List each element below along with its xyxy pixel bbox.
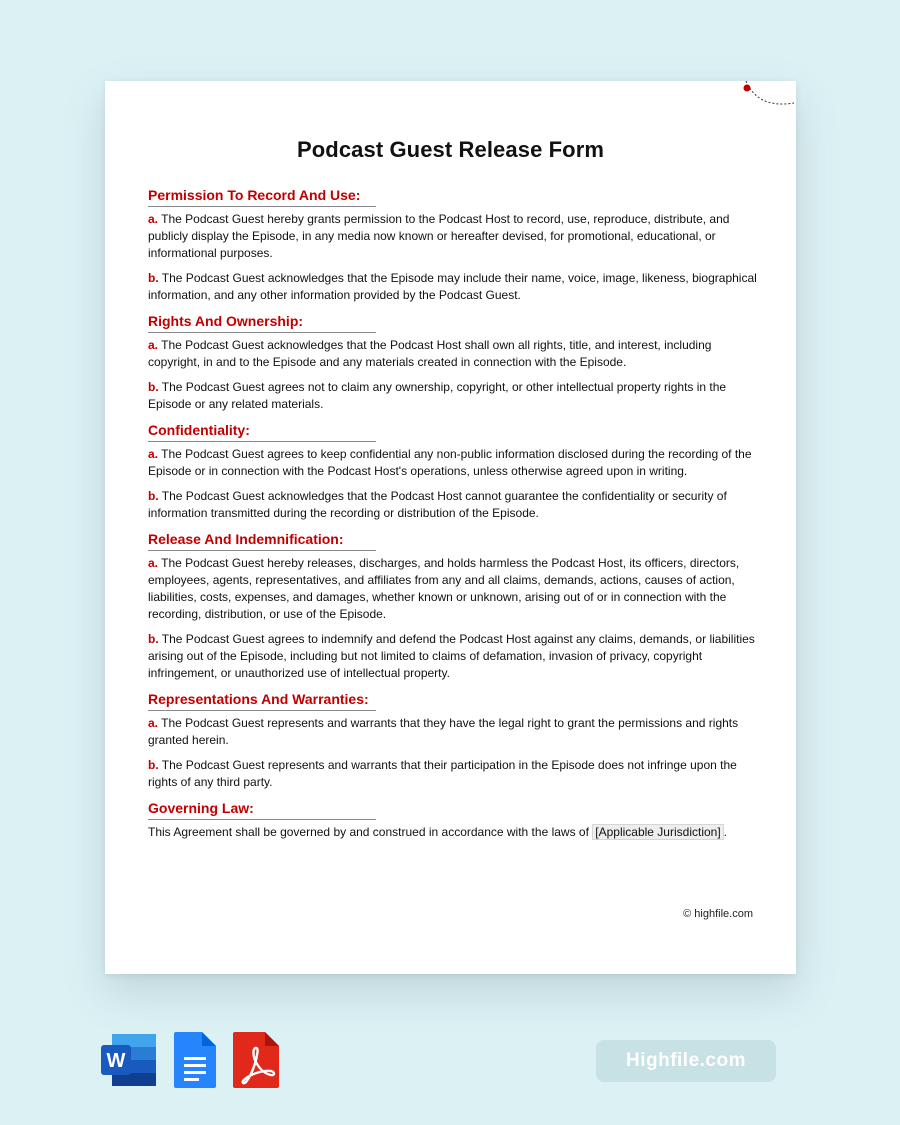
brand-watermark[interactable]: Highfile.com [596, 1040, 776, 1082]
clause-marker: a. [148, 716, 159, 730]
document-section [148, 531, 758, 682]
jurisdiction-placeholder[interactable]: [Applicable Jurisdiction] [592, 824, 723, 840]
clause-text: The Podcast Guest acknowledges that the Podcast Host shall own all rights, title, and interest, including copyright, in and to the Episode and any materials created in connection with the Episode. [148, 338, 712, 369]
clause-text: The Podcast Guest agrees to keep confidential any non-public information disclosed during the recording of the Episode or in connection with the Podcast Host's operations, unless otherwise agreed upon in writing. [148, 447, 752, 478]
clause-text: The Podcast Guest acknowledges that the Episode may include their name, voice, image, likeness, biographical information, and any other information provided by the Podcast Guest. [148, 271, 757, 302]
clause-paragraph [148, 555, 758, 623]
clause-text: The Podcast Guest represents and warrants that they have the legal right to grant the permissions and rights granted herein. [148, 716, 739, 747]
governing-law-text-after: . [723, 825, 728, 839]
document-content [148, 187, 758, 850]
clause-paragraph [148, 715, 758, 749]
section-heading: Confidentiality: [148, 422, 376, 442]
document-section [148, 691, 758, 791]
clause-paragraph [148, 337, 758, 371]
clause-marker: a. [148, 212, 159, 226]
copyright-notice: © highfile.com [683, 908, 753, 920]
clause-paragraph [148, 379, 758, 413]
pdf-icon[interactable] [231, 1030, 281, 1090]
clause-marker: a. [148, 556, 159, 570]
section-heading: Governing Law: [148, 800, 376, 820]
document-section [148, 187, 758, 304]
clause-marker: b. [148, 632, 159, 646]
document-section [148, 422, 758, 522]
section-heading: Rights And Ownership: [148, 313, 376, 333]
clause-text: The Podcast Guest represents and warrants that their participation in the Episode does not infringe upon the rights of any third party. [148, 758, 737, 789]
clause-paragraph [148, 446, 758, 480]
document-page [105, 81, 796, 974]
clause-text: The Podcast Guest hereby grants permission to the Podcast Host to record, use, reproduce, distribute, and publicly display the Episode, in any media now known or hereafter devised, for promotional, educational, or informational purposes. [148, 212, 730, 260]
clause-paragraph [148, 631, 758, 682]
clause-text: The Podcast Guest hereby releases, discharges, and holds harmless the Podcast Host, its officers, directors, employees, agents, representatives, and affiliates from any and all claims, demands, actions, causes of action, liabilities, costs, expenses, and damages, whether known or unknown, arising out of or in connection with the recording, distribution, or use of the Episode. [148, 556, 740, 621]
clause-marker: b. [148, 271, 159, 285]
clause-paragraph [148, 757, 758, 791]
section-heading: Representations And Warranties: [148, 691, 376, 711]
clause-marker: b. [148, 758, 159, 772]
document-section [148, 313, 758, 413]
clause-marker: b. [148, 489, 159, 503]
clause-marker: a. [148, 338, 159, 352]
clause-text: The Podcast Guest acknowledges that the Podcast Host cannot guarantee the confidentiality or security of information transmitted during the recording or distribution of the Episode. [148, 489, 727, 520]
clause-paragraph [148, 270, 758, 304]
corner-decoration [736, 81, 796, 111]
governing-law-section [148, 800, 758, 841]
clause-paragraph [148, 211, 758, 262]
governing-law-text [148, 824, 758, 841]
governing-law-text-before: This Agreement shall be governed by and construed in accordance with the laws of [148, 825, 593, 839]
clause-marker: b. [148, 380, 159, 394]
section-heading: Permission To Record And Use: [148, 187, 376, 207]
clause-text: The Podcast Guest agrees not to claim any ownership, copyright, or other intellectual property rights in the Episode or any related materials. [148, 380, 727, 411]
clause-text: The Podcast Guest agrees to indemnify and defend the Podcast Host against any claims, demands, or liabilities arising out of the Episode, including but not limited to claims of defamation, invasion of privacy, copyright infringement, or unauthorized use of intellectual property. [148, 632, 755, 680]
google-docs-icon[interactable] [172, 1030, 218, 1090]
sections-list [148, 187, 758, 791]
clause-marker: a. [148, 447, 159, 461]
section-heading: Release And Indemnification: [148, 531, 376, 551]
document-title: Podcast Guest Release Form [296, 137, 605, 162]
clause-paragraph [148, 488, 758, 522]
svg-text:W: W [106, 1050, 126, 1072]
word-icon[interactable] [100, 1030, 158, 1090]
